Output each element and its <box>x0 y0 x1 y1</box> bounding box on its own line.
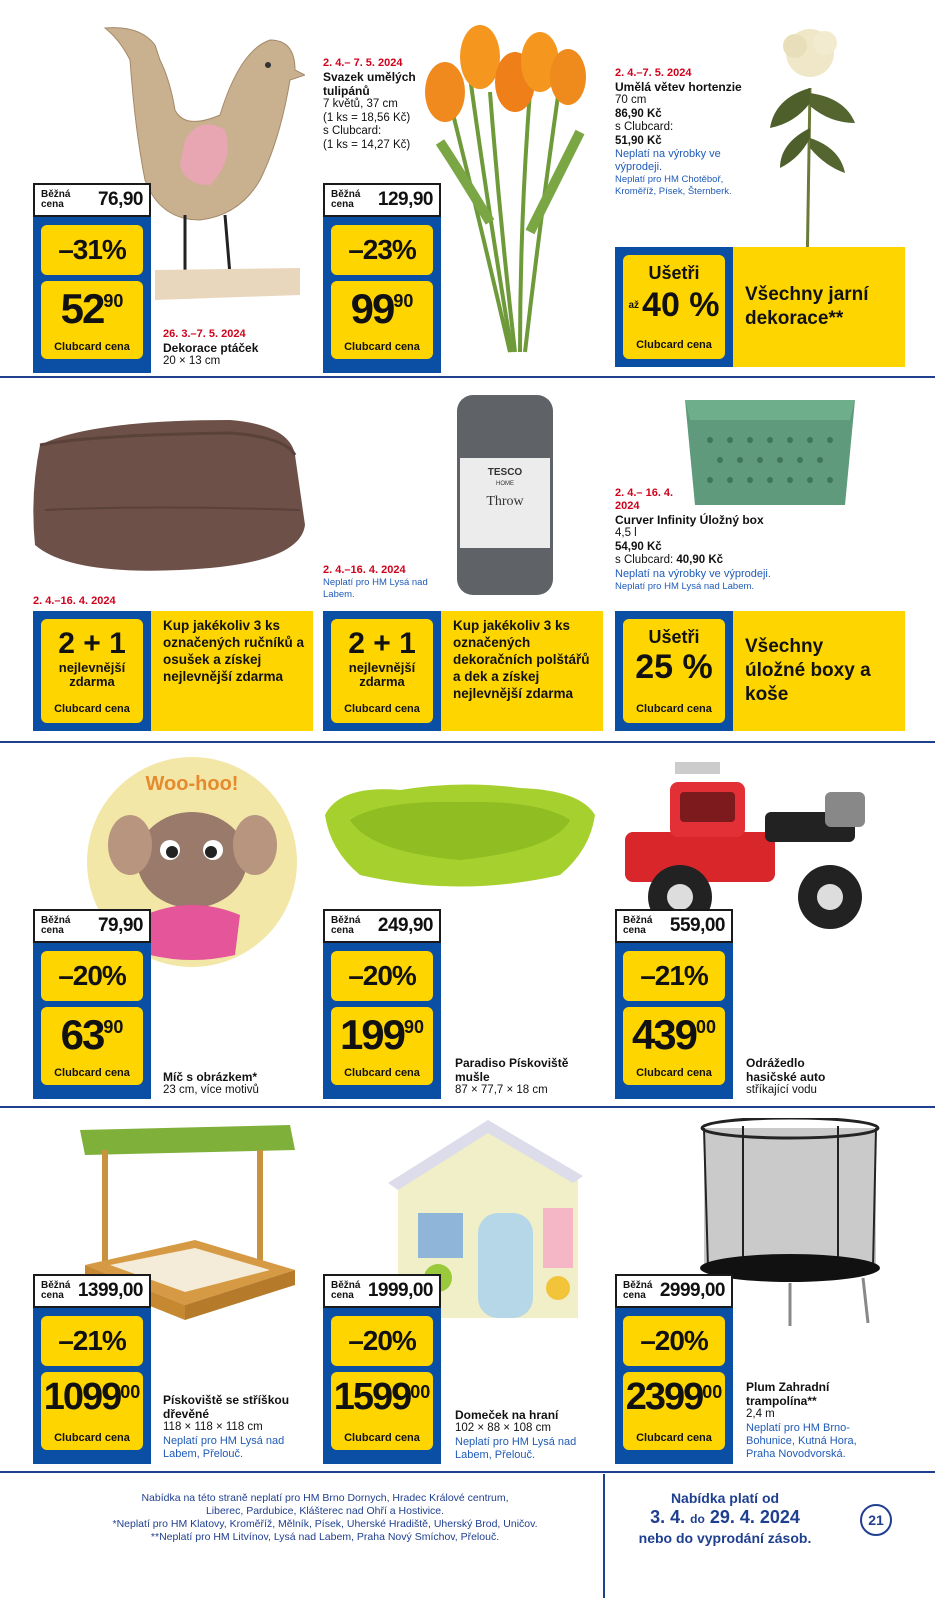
regular-label: Běžná cena <box>623 915 653 936</box>
product-size: 7 květů, 37 cm <box>323 98 398 110</box>
product-info <box>455 1408 595 1462</box>
promo-description: Kup jakékoliv 3 ks označených ručníků a osušek a získej nejlevnější zdarma <box>163 618 305 684</box>
clubcard-box <box>615 1308 733 1464</box>
brown-towel-image <box>30 415 305 575</box>
promo-banner <box>323 611 603 731</box>
clubcard-price: 40,90 Kč <box>676 554 724 566</box>
product-name: Odrážedlo hasičské auto <box>746 1056 826 1084</box>
discount-percent: 25 % <box>635 648 713 686</box>
product-name: Míč s obrázkem* <box>163 1070 258 1084</box>
clubcard-box <box>615 943 733 1099</box>
regular-price: 249,90 <box>377 915 433 936</box>
product-name: Curver Infinity Úložný box <box>615 513 764 527</box>
price-main: 99 <box>350 285 394 332</box>
price-main: 2399 <box>625 1376 703 1418</box>
store-exclusion-note: Neplatí pro HM Lysá nad Labem, Přelouč. <box>163 1434 285 1460</box>
promo-banner <box>615 611 905 731</box>
red-fire-truck-image <box>615 757 885 932</box>
clubcard-price <box>331 1372 433 1450</box>
clubcard-label: Clubcard cena <box>636 1432 712 1444</box>
regular-label: Běžná cena <box>331 1280 361 1301</box>
product-name: Svazek umělých tulipánů <box>323 70 416 98</box>
clubcard-label: Clubcard cena <box>54 1432 130 1444</box>
clubcard-label: Clubcard cena <box>54 703 130 715</box>
regular-price-box <box>33 1274 151 1308</box>
disclaimer-line: Nabídka na této straně neplatí pro HM Brno Dornych, Hradec Králové centrum, <box>141 1492 509 1504</box>
regular-price: 86,90 Kč <box>615 107 662 120</box>
svg-text:HOME: HOME <box>496 481 514 487</box>
clubcard-note: s Clubcard: <box>323 125 382 137</box>
regular-price-box <box>615 909 733 943</box>
regular-label: Běžná cena <box>41 915 71 936</box>
save-label: Ušetři <box>648 627 700 647</box>
product-info <box>163 1070 259 1098</box>
clubcard-label: Clubcard cena <box>636 703 712 715</box>
clubcard-note: s Clubcard: <box>615 554 677 566</box>
disclaimer-line: Liberec, Pardubice, Klášterec nad Ohří a Hostivice. <box>205 1505 445 1517</box>
product-size: 20 × 13 cm <box>163 355 221 367</box>
regular-price: 1999,00 <box>367 1280 433 1301</box>
product-info <box>455 1056 575 1098</box>
regular-price: 129,90 <box>377 189 433 210</box>
regular-price: 54,90 Kč <box>615 540 662 553</box>
product-size: stříkající vodu <box>746 1084 817 1096</box>
up-to-label: až <box>628 300 640 311</box>
clubcard-price <box>331 281 433 359</box>
clubcard-box <box>323 1308 441 1464</box>
valid-date: 2. 4.– 7. 5. 2024 <box>323 57 403 69</box>
regular-price-box <box>615 1274 733 1308</box>
promo-description: Všechny jarní dekorace** <box>745 284 869 329</box>
clubcard-label: Clubcard cena <box>344 703 420 715</box>
discount-badge: –20% <box>623 1316 725 1366</box>
regular-label: Běžná cena <box>623 1280 653 1301</box>
price-decimal: 00 <box>696 1017 717 1037</box>
cheapest-free: nejlevnější zdarma <box>58 660 126 689</box>
svg-text:Throw: Throw <box>486 494 524 509</box>
svg-text:Woo-hoo!: Woo-hoo! <box>145 773 239 795</box>
clubcard-box <box>33 943 151 1099</box>
regular-price-box <box>323 1274 441 1308</box>
price-decimal: 90 <box>103 1017 124 1037</box>
product-name: Plum Zahradní trampolína** <box>746 1380 830 1408</box>
clubcard-box <box>323 943 441 1099</box>
valid-from: 3. 4. <box>650 1507 686 1527</box>
price-main: 1599 <box>333 1376 411 1418</box>
valid-to: 29. 4. 2024 <box>709 1507 800 1527</box>
clubcard-price <box>331 1007 433 1085</box>
valid-date: 2. 4.–7. 5. 2024 <box>615 67 692 79</box>
clubcard-price <box>623 1372 725 1450</box>
store-exclusion-note: Neplatí pro HM Brno-Bohunice, Kutná Hora, Praha Novodvorská. <box>746 1421 857 1460</box>
row-separator <box>0 376 935 378</box>
clubcard-box <box>33 217 151 373</box>
unit-price-clubcard: (1 ks = 14,27 Kč) <box>323 138 411 151</box>
clubcard-box <box>33 611 151 731</box>
footer-divider <box>603 1474 605 1598</box>
product-size: 118 × 118 × 118 cm <box>163 1421 263 1433</box>
product-info <box>615 487 895 593</box>
validity-info <box>610 1490 840 1546</box>
discount-badge: –20% <box>331 951 433 1001</box>
discount-badge: –20% <box>331 1316 433 1366</box>
validity-note: nebo do vyprodání zásob. <box>638 1530 812 1546</box>
price-main: 52 <box>60 285 104 332</box>
product-name: Umělá větev hortenzie <box>615 80 742 94</box>
green-shell-sandpit-image <box>320 780 600 895</box>
clubcard-label: Clubcard cena <box>54 341 130 353</box>
product-info <box>746 1380 871 1461</box>
regular-label: Běžná cena <box>331 915 361 936</box>
discount-badge: –23% <box>331 225 433 275</box>
promo-description: Všechny úložné boxy a koše <box>745 636 871 705</box>
regular-price-box <box>33 183 151 217</box>
save-label: Ušetři <box>648 263 700 283</box>
validity-label: Nabídka platí od <box>670 1490 780 1506</box>
regular-price: 76,90 <box>97 189 143 210</box>
product-info <box>323 57 433 152</box>
footer <box>0 1474 935 1598</box>
row-separator <box>0 741 935 743</box>
svg-text:TESCO: TESCO <box>487 467 523 478</box>
price-decimal: 90 <box>393 291 414 311</box>
regular-price: 79,90 <box>97 915 143 936</box>
price-decimal: 90 <box>404 1017 425 1037</box>
clubcard-label: Clubcard cena <box>54 1067 130 1079</box>
discount-badge: –20% <box>41 951 143 1001</box>
disclaimer-line: *Neplatí pro HM Klatovy, Kroměříž, Mělník, Písek, Uherské Hradiště, Uherský Brod, Uničov. <box>112 1518 538 1530</box>
promo-banner <box>33 611 313 731</box>
product-info <box>323 564 433 601</box>
clubcard-price: 51,90 Kč <box>615 134 662 147</box>
clubcard-price <box>41 281 143 359</box>
discount-badge: –31% <box>41 225 143 275</box>
regular-price: 559,00 <box>669 915 725 936</box>
regular-price: 1399,00 <box>77 1280 143 1301</box>
clubcard-label: Clubcard cena <box>344 1432 420 1444</box>
clubcard-box <box>323 611 441 731</box>
price-decimal: 00 <box>120 1382 141 1402</box>
clubcard-price <box>41 1372 143 1450</box>
clubcard-box <box>615 247 733 367</box>
discount-percent: 40 % <box>642 286 720 324</box>
clubcard-box <box>33 1308 151 1464</box>
deal-label: 2 + 1 <box>58 627 126 660</box>
product-size: 87 × 77,7 × 18 cm <box>455 1084 548 1096</box>
regular-price-box <box>323 909 441 943</box>
regular-label: Běžná cena <box>331 189 361 210</box>
clubcard-price <box>623 1007 725 1085</box>
clubcard-box <box>615 611 733 731</box>
to-label: do <box>690 1512 705 1526</box>
regular-price-box <box>323 183 441 217</box>
orange-tulips-image <box>420 22 600 362</box>
exclusion-note: Neplatí na výrobky ve výprodeji. <box>615 567 771 580</box>
grey-throw-blanket-image <box>455 393 555 598</box>
cheapest-free: nejlevnější zdarma <box>348 660 416 689</box>
product-size: 4,5 l <box>615 527 637 539</box>
clubcard-price <box>41 1007 143 1085</box>
product-info <box>163 328 258 369</box>
product-name: Dekorace ptáček <box>163 341 259 355</box>
clubcard-note: s Clubcard: <box>615 121 674 133</box>
deal-label: 2 + 1 <box>348 627 416 660</box>
discount-badge: –21% <box>41 1316 143 1366</box>
clubcard-box <box>323 217 441 373</box>
store-exclusion-note: Neplatí pro HM Lysá nad Labem, Přelouč. <box>455 1435 577 1461</box>
product-size: 2,4 m <box>746 1408 775 1420</box>
regular-label: Běžná cena <box>41 189 71 210</box>
regular-label: Běžná cena <box>41 1280 71 1301</box>
unit-price: (1 ks = 18,56 Kč) <box>323 111 411 124</box>
product-name: Domeček na hraní <box>455 1408 559 1422</box>
price-main: 439 <box>631 1011 697 1058</box>
row-separator <box>0 1106 935 1108</box>
page-number-text: 21 <box>868 1512 884 1528</box>
price-decimal: 00 <box>702 1382 723 1402</box>
promo-description: Kup jakékoliv 3 ks označených dekoračních polštářů a dek a získej nejlevnější zdarma <box>453 618 590 701</box>
clubcard-label: Clubcard cena <box>636 1067 712 1079</box>
row-separator <box>0 1471 935 1473</box>
discount-badge: –21% <box>623 951 725 1001</box>
clubcard-label: Clubcard cena <box>636 339 712 351</box>
product-name: Paradiso Pískoviště mušle <box>455 1056 569 1084</box>
promo-banner <box>615 247 905 367</box>
footer-disclaimer <box>60 1492 590 1544</box>
page-number <box>860 1504 892 1536</box>
price-main: 63 <box>60 1011 104 1058</box>
product-info <box>615 67 765 198</box>
store-exclusion-note: Neplatí pro HM Lysá nad Labem. <box>615 580 755 592</box>
product-size: 23 cm, více motivů <box>163 1084 259 1096</box>
product-info <box>163 1393 303 1461</box>
price-main: 199 <box>339 1011 405 1058</box>
store-exclusion-note: Neplatí pro HM Lysá nad Labem. <box>323 577 428 600</box>
exclusion-note: Neplatí na výrobky ve výprodeji. <box>615 148 721 173</box>
disclaimer-line: **Neplatí pro HM Litvínov, Lysá nad Labem, Praha Nový Smíchov, Přelouč. <box>150 1531 500 1543</box>
valid-date: 2. 4.–16. 4. 2024 <box>33 595 116 607</box>
regular-price-box <box>33 909 151 943</box>
price-main: 1099 <box>43 1376 121 1418</box>
regular-price: 2999,00 <box>659 1280 725 1301</box>
store-exclusion-note: Neplatí pro HM Chotěboř, Kroměříž, Písek, Šternberk. <box>615 174 732 197</box>
product-size: 70 cm <box>615 94 647 106</box>
price-decimal: 00 <box>410 1382 431 1402</box>
price-decimal: 90 <box>103 291 124 311</box>
valid-date: 2. 4.– 16. 4. 2024 <box>615 487 674 512</box>
clubcard-label: Clubcard cena <box>344 1067 420 1079</box>
product-size: 102 × 88 × 108 cm <box>455 1422 551 1434</box>
product-info <box>746 1056 856 1098</box>
product-name: Pískoviště se stříškou dřevěné <box>163 1393 290 1421</box>
clubcard-label: Clubcard cena <box>344 341 420 353</box>
valid-date: 26. 3.–7. 5. 2024 <box>163 328 246 340</box>
hydrangea-branch-image <box>765 28 860 276</box>
valid-date: 2. 4.–16. 4. 2024 <box>323 564 406 576</box>
